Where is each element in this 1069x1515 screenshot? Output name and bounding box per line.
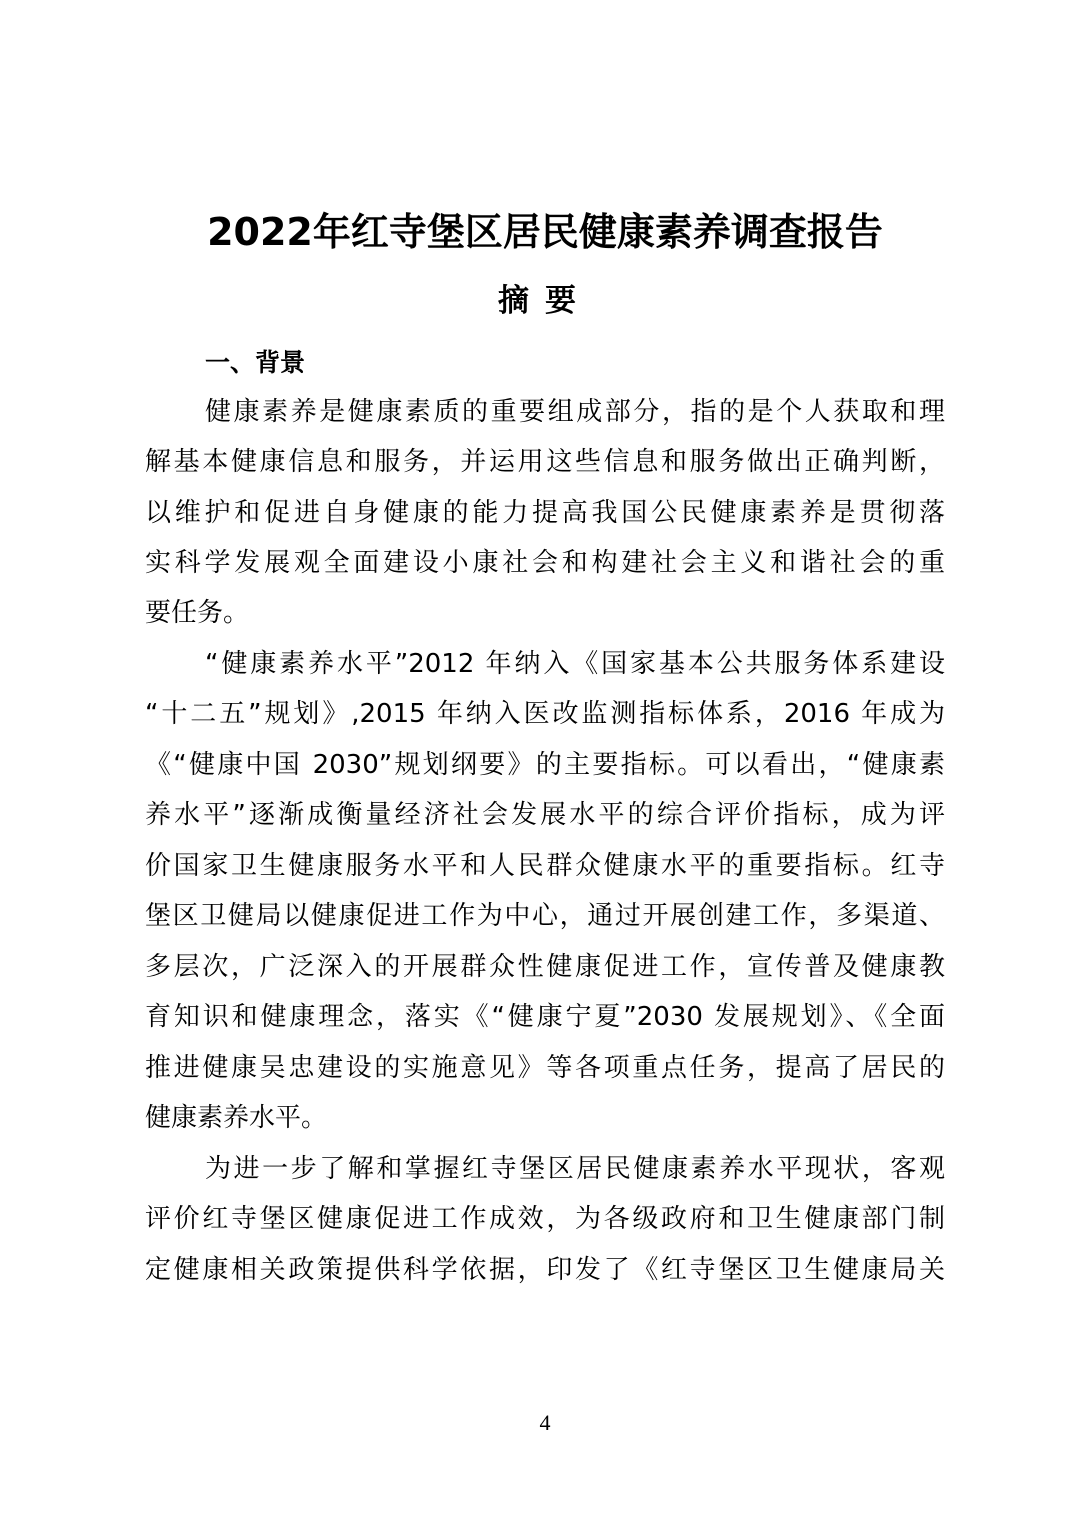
paragraph-line: 解基本健康信息和服务，并运用这些信息和服务做出正确判断，	[145, 447, 945, 477]
paragraph-line: 以维护和促进自身健康的能力提高我国公民健康素养是贯彻落	[145, 498, 945, 528]
paragraph-line: 堡区卫健局以健康促进工作为中心，通过开展创建工作，多渠道、	[145, 901, 945, 931]
paragraph-line: 养水平”逐渐成衡量经济社会发展水平的综合评价指标，成为评	[145, 800, 945, 830]
page-number: 4	[539, 1410, 551, 1435]
paragraph-line: 推进健康吴忠建设的实施意见》等各项重点任务，提高了居民的	[145, 1053, 945, 1083]
paragraph-line: 实科学发展观全面建设小康社会和构建社会主义和谐社会的重	[145, 548, 945, 578]
abstract-heading: 摘要	[498, 283, 592, 319]
section-heading: 一、背景	[205, 348, 306, 377]
paragraph-line: 育知识和健康理念，落实《“健康宁夏”2030 发展规划》、《全面	[145, 1002, 945, 1032]
paragraph-line: 《“健康中国 2030”规划纲要》的主要指标。可以看出，“健康素	[145, 750, 945, 780]
paragraph-line: “健康素养水平”2012 年纳入《国家基本公共服务体系建设	[205, 649, 945, 679]
paragraph-line: 为进一步了解和掌握红寺堡区居民健康素养水平现状，客观	[205, 1154, 945, 1184]
paragraph-line: “十二五”规划》,2015 年纳入医改监测指标体系，2016 年成为	[145, 699, 945, 729]
paragraph-line: 健康素养是健康素质的重要组成部分，指的是个人获取和理	[205, 397, 945, 427]
paragraph-line: 评价红寺堡区健康促进工作成效，为各级政府和卫生健康部门制	[145, 1204, 945, 1234]
paragraph-line: 多层次，广泛深入的开展群众性健康促进工作，宣传普及健康教	[145, 952, 945, 982]
document-title: 2022年红寺堡区居民健康素养调查报告	[207, 210, 883, 254]
paragraph-line: 健康素养水平。	[145, 1103, 328, 1133]
paragraph-line: 价国家卫生健康服务水平和人民群众健康水平的重要指标。红寺	[145, 851, 945, 881]
paragraph-line: 定健康相关政策提供科学依据，印发了《红寺堡区卫生健康局关	[145, 1255, 945, 1285]
paragraph-line: 要任务。	[145, 598, 250, 628]
